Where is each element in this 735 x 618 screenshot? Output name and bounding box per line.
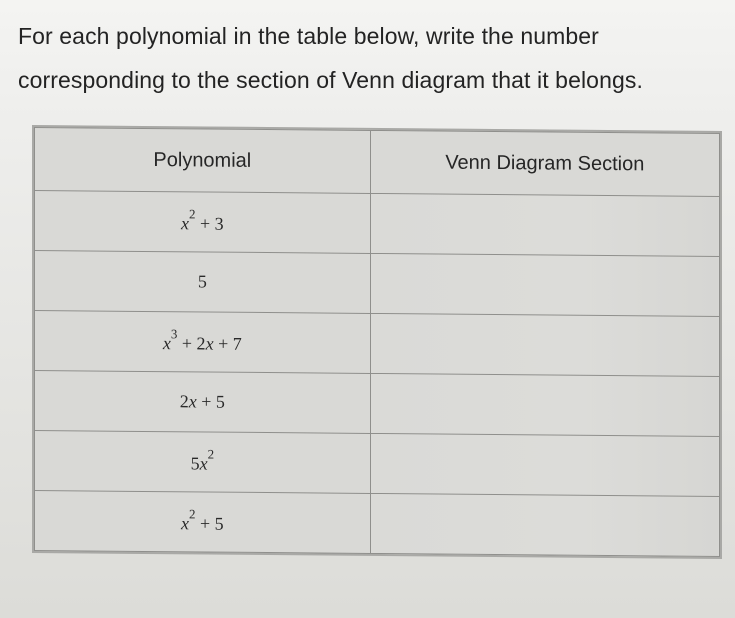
venn-section-answer-cell[interactable] [370, 373, 719, 436]
venn-section-answer-cell[interactable] [370, 493, 719, 556]
polynomial-expression: 2x + 5 [179, 391, 225, 412]
polynomial-cell [35, 311, 371, 374]
table-row [35, 311, 720, 377]
instructions-text [18, 14, 718, 102]
table-header-row [35, 128, 720, 197]
polynomial-expression: $5x^2$ [190, 446, 215, 474]
polynomial-expression: $x^2 + 5$ [180, 505, 224, 534]
header-polynomial: Polynomial [35, 128, 371, 194]
table-row [35, 491, 720, 557]
polynomial-expression: 5 [197, 271, 207, 292]
venn-section-answer-cell[interactable] [370, 193, 719, 256]
venn-section-answer-cell[interactable] [370, 253, 719, 316]
table-body [35, 191, 720, 557]
header-venn-section: Venn Diagram Section [370, 130, 719, 196]
polynomial-cell [35, 251, 371, 314]
instructions-line-1: For each polynomial in the table below, write the number [18, 23, 599, 49]
venn-section-answer-cell[interactable] [370, 313, 719, 376]
polynomial-cell [35, 191, 371, 254]
table-row [35, 431, 720, 497]
polynomial-expression: $x^2 + 3$ [180, 205, 224, 234]
venn-section-answer-cell[interactable] [370, 433, 719, 496]
table-row [35, 251, 720, 317]
instructions-line-2: corresponding to the section of Venn diagram that it belongs. [18, 67, 643, 93]
polynomial-table [34, 127, 720, 557]
polynomial-cell [35, 431, 371, 494]
table-row [35, 191, 720, 257]
polynomial-expression: $x^3 + 2x + 7$ [162, 325, 242, 354]
polynomial-table-container [32, 125, 722, 559]
polynomial-cell [35, 371, 371, 434]
table-row [35, 371, 720, 437]
polynomial-cell [35, 491, 371, 554]
